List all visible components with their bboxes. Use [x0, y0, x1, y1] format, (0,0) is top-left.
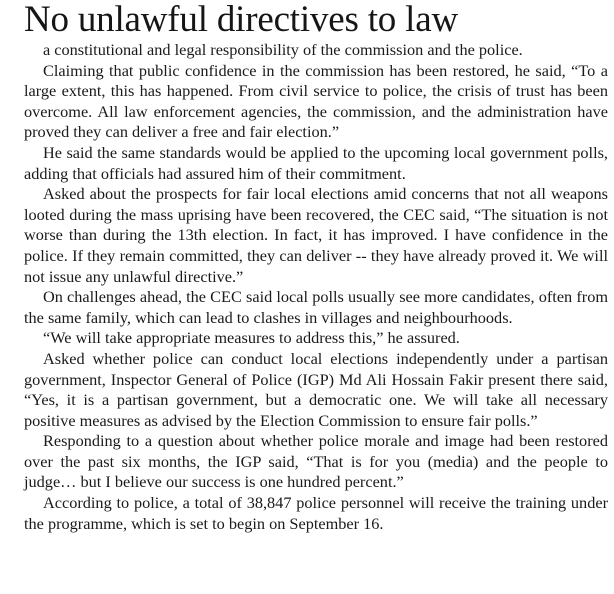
article-paragraph: “We will take appropriate measures to address this,” he assured. [43, 328, 460, 348]
article-paragraph: Asked whether police can conduct local elections independently under a partisan government, Inspector General of Police (IGP) Md Ali Hossain Fakir present there said, “Yes, it is a partisan government, but a democratic one. We will take all necessary positive measures as advised by the Election Commission to ensure fair polls.” [24, 348, 608, 430]
article-paragraph: Claiming that public confidence in the commission has been restored, he said, “To a large extent, this has happened. From civil service to police, the crisis of trust has been overcome. All law enforcement agencies, the commission, and the administration have proved they can deliver a free and fair election.” [24, 60, 608, 142]
article-paragraph: He said the same standards would be applied to the upcoming local government polls, adding that officials had assured him of their commitment. [24, 142, 608, 183]
article-paragraph: Asked about the prospects for fair local elections amid concerns that not all weapons looted during the mass uprising have been recovered, the CEC said, “The situation is not worse than during the 13th election. In fact, it has improved. I have confidence in the police. If they remain committed, they can deliver -- they have already proved it. We will not issue any unlawful directive.” [24, 184, 608, 286]
article-paragraph: a constitutional and legal responsibility of the commission and the police. [43, 40, 523, 59]
article-paragraph: On challenges ahead, the CEC said local polls usually see more candidates, often from the same family, which can lead to clashes in villages and neighbourhoods. [24, 287, 608, 327]
article-headline: No unlawful directives to law [24, 0, 458, 40]
article-paragraph: Responding to a question about whether police morale and image had been restored over the past six months, the IGP said, “That is for you (media) and the people to judge… but I believe our success is one hundred percent.” [24, 431, 608, 492]
article-paragraph: According to police, a total of 38,847 police personnel will receive the training under the programme, which is set to begin on September 16. [24, 493, 608, 533]
article-body [24, 40, 608, 534]
